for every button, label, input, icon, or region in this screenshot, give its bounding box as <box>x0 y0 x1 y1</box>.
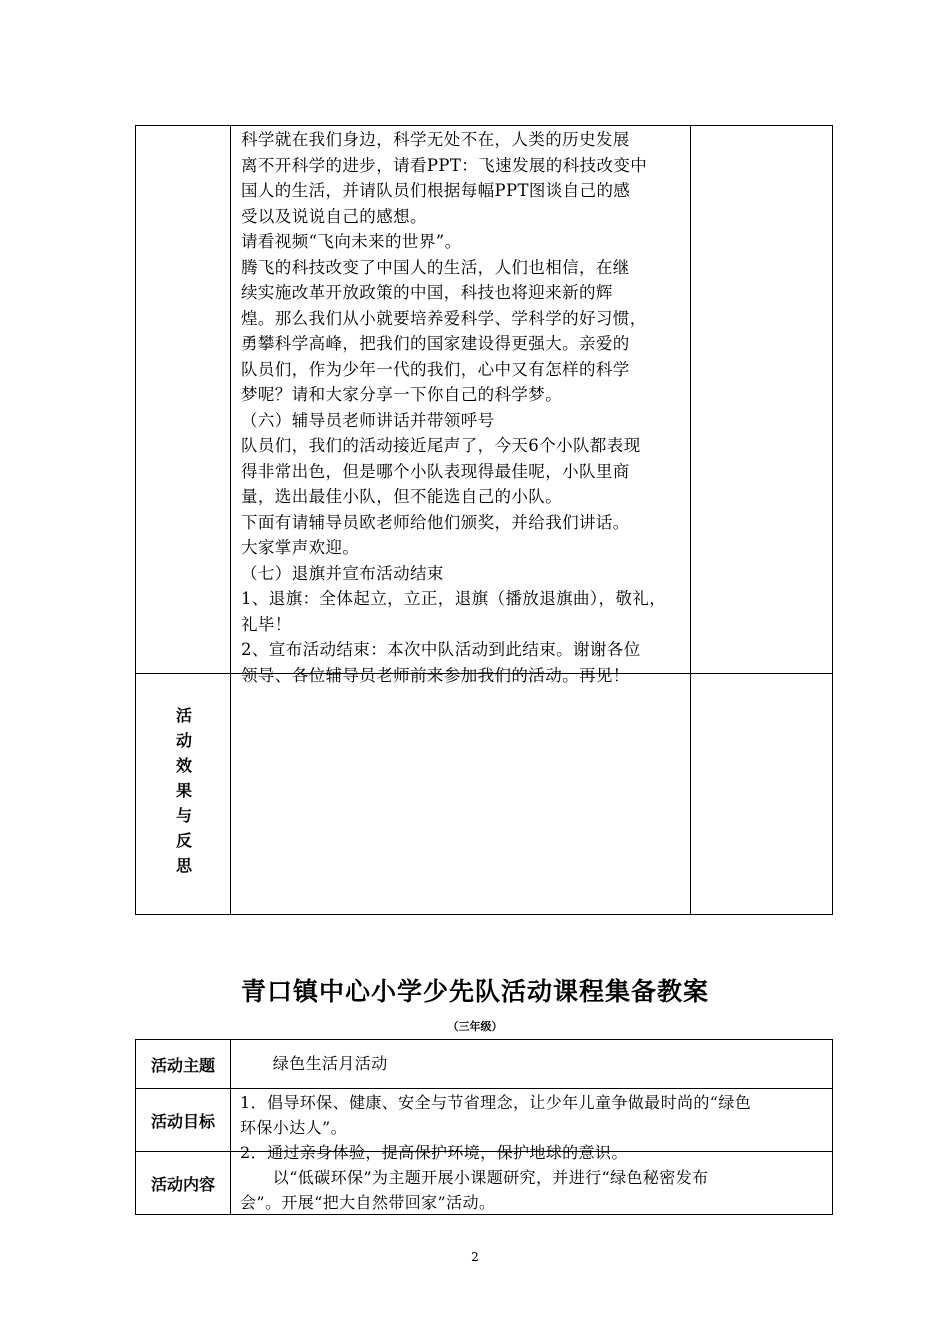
process-text <box>241 127 697 688</box>
content-line: 会”。开展“把大自然带回家”活动。 <box>240 1193 496 1212</box>
text-line: 量，选出最佳小队，但不能选自己的小队。 <box>241 487 563 506</box>
content-line: 以“低碳环保”为主题开展小课题研究，并进行“绿色秘密发布 <box>240 1168 709 1187</box>
text-line: 离不开科学的进步，请看PPT：飞速发展的科技改变中 <box>241 155 648 175</box>
plan-grade: （三年级） <box>447 1020 503 1033</box>
section-heading: （七）退旗并宣布活动结束 <box>241 563 444 583</box>
column-divider-left <box>230 126 231 914</box>
goal-line: 1．倡导环保、健康、安全与节省理念，让少年儿童争做最时尚的“绿色 <box>240 1093 752 1112</box>
reflection-label: 活动效果与反思 <box>173 707 193 882</box>
text-line: 大家掌声欢迎。 <box>241 538 360 557</box>
text-line: 煌。那么我们从小就要培养爱科学、学科学的好习惯， <box>241 308 647 328</box>
row-divider <box>136 1088 832 1089</box>
text-line: 科学就在我们身边，科学无处不在，人类的历史发展 <box>241 130 630 149</box>
content-label: 活动内容 <box>150 1174 215 1194</box>
activity-process-table <box>135 125 833 915</box>
goal-value <box>240 1090 826 1165</box>
section-heading: （六）辅导员老师讲话并带领呼号 <box>241 410 495 430</box>
column-divider <box>230 1040 231 1214</box>
reflection-label-cell <box>136 674 230 915</box>
plan-title: 青口镇中心小学少先队活动课程集备教案 <box>240 977 709 1006</box>
theme-value: 绿色生活月活动 <box>240 1054 388 1073</box>
theme-label: 活动主题 <box>150 1055 215 1075</box>
text-line: 梦呢？请和大家分享一下你自己的科学梦。 <box>241 385 563 404</box>
text-line: 请看视频“飞向未来的世界”。 <box>241 232 462 251</box>
text-line: 1、退旗：全体起立，立正，退旗（播放退旗曲），敬礼， <box>241 589 667 608</box>
text-line: 领导、各位辅导员老师前来参加我们的活动。再见！ <box>241 665 630 685</box>
goal-label: 活动目标 <box>150 1111 215 1131</box>
text-line: 礼毕！ <box>241 614 292 634</box>
page-number: 2 <box>471 1250 479 1264</box>
text-line: 队员们，我们的活动接近尾声了，今天6个小队都表现 <box>241 436 641 455</box>
content-value <box>240 1165 826 1215</box>
text-line: 续实施改革开放政策的中国，科技也将迎来新的辉 <box>241 283 613 302</box>
goal-line: 2．通过亲身体验，提高保护环境，保护地球的意识。 <box>240 1143 628 1162</box>
plan-table <box>135 1039 833 1215</box>
text-line: 得非常出色，但是哪个小队表现得最佳呢，小队里商 <box>241 461 630 481</box>
text-line: 2、宣布活动结束：本次中队活动到此结束。谢谢各位 <box>241 640 641 659</box>
text-line: 下面有请辅导员欧老师给他们颁奖，并给我们讲话。 <box>241 512 630 532</box>
goal-line: 环保小达人”。 <box>240 1118 347 1137</box>
text-line: 腾飞的科技改变了中国人的生活，人们也相信，在继 <box>241 257 630 277</box>
text-line: 队员们，作为少年一代的我们，心中又有怎样的科学 <box>241 359 630 379</box>
text-line: 国人的生活，并请队员们根据每幅PPT图谈自己的感 <box>241 181 631 200</box>
text-line: 受以及说说自己的感想。 <box>241 206 427 226</box>
text-line: 勇攀科学高峰，把我们的国家建设得更强大。亲爱的 <box>241 334 630 353</box>
